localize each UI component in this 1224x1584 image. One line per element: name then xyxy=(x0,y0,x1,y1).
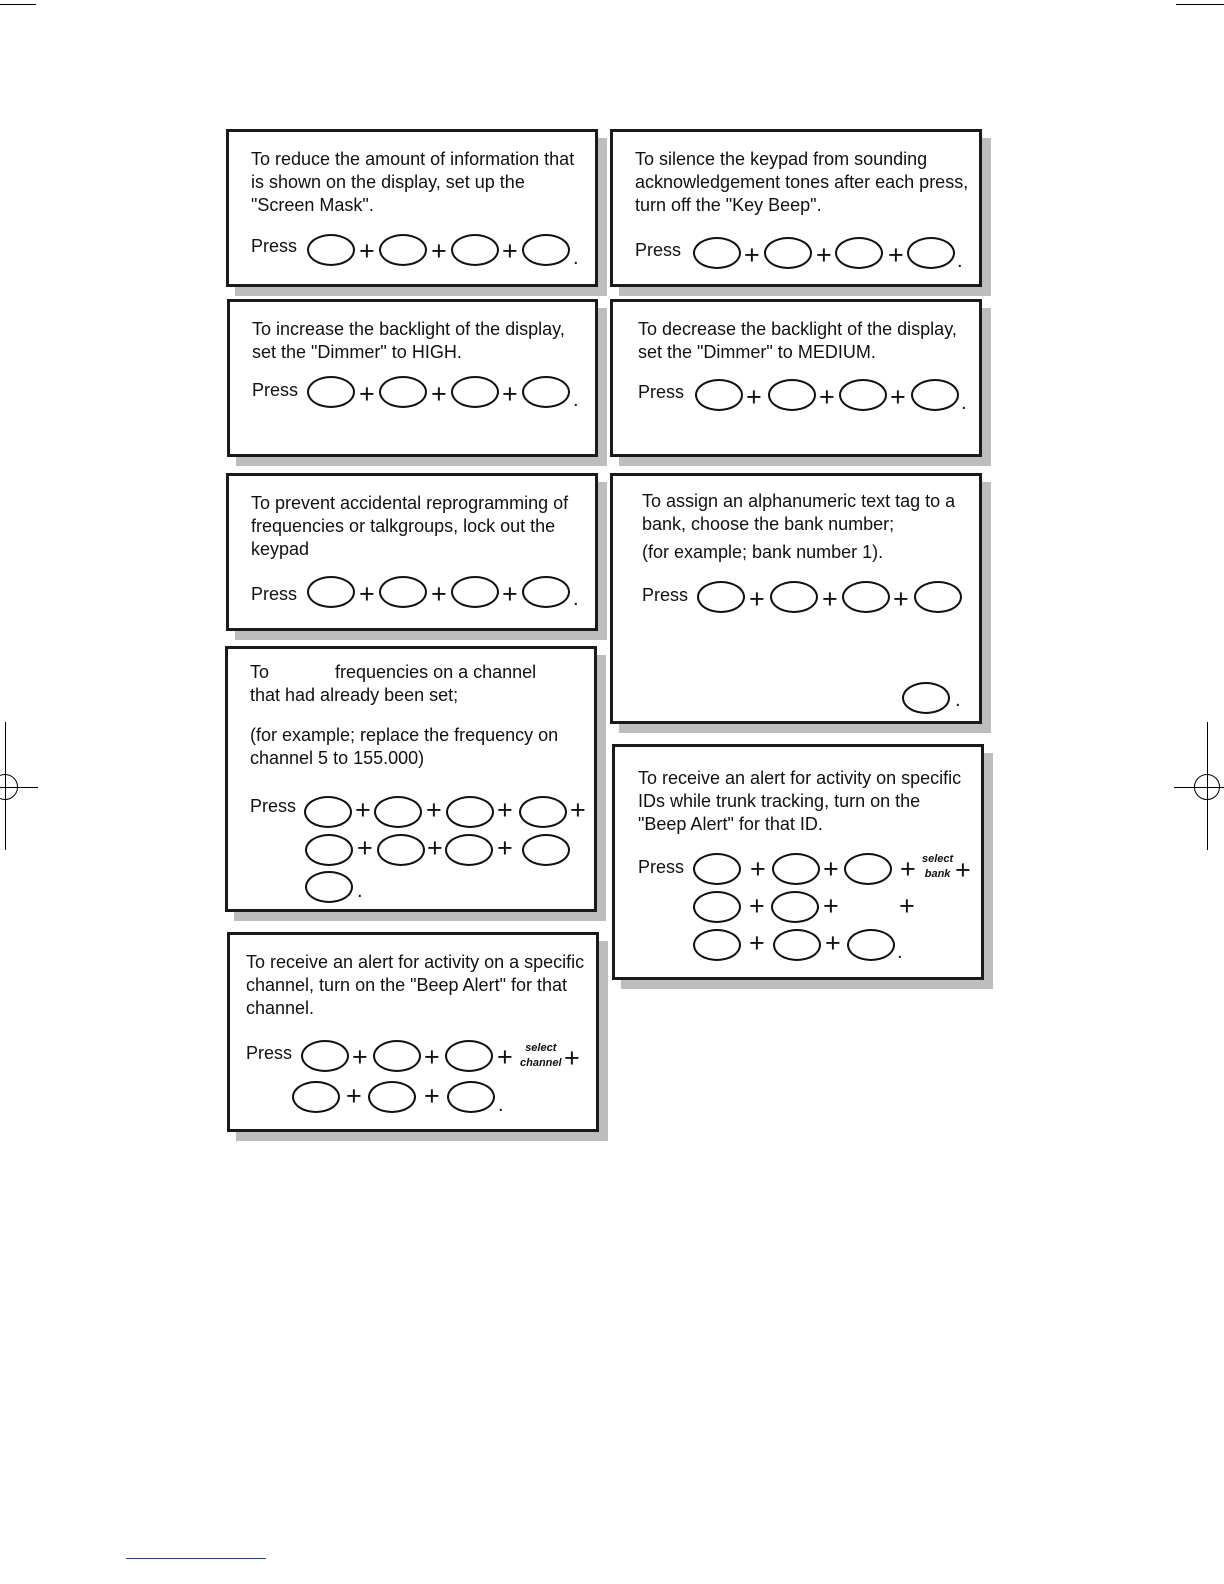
key-button-blank xyxy=(768,379,816,411)
card-beep-alert-id xyxy=(612,744,984,980)
key-button-blank xyxy=(907,237,955,269)
key-button-blank xyxy=(373,1040,421,1072)
press-label: Press xyxy=(638,382,685,402)
plus-sign: + xyxy=(750,854,766,884)
card-beep-alert-channel xyxy=(227,932,599,1132)
press-label: Press xyxy=(642,585,689,605)
key-button-blank xyxy=(693,929,741,961)
reg-mark-right-circle xyxy=(1194,774,1220,800)
plus-sign: + xyxy=(359,379,375,409)
key-button-blank xyxy=(445,1040,493,1072)
key-button-blank xyxy=(374,796,422,828)
key-button-blank xyxy=(307,576,355,608)
plus-sign: + xyxy=(749,891,765,921)
plus-sign: + xyxy=(424,1081,440,1111)
press-label: Press xyxy=(635,240,682,260)
period: . xyxy=(498,1094,504,1116)
plus-sign: + xyxy=(825,928,841,958)
period: . xyxy=(357,880,363,902)
key-button-blank xyxy=(693,891,741,923)
plus-sign: + xyxy=(816,240,832,270)
card-screen-mask xyxy=(226,129,598,287)
key-button-blank xyxy=(519,796,567,828)
plus-sign: + xyxy=(823,891,839,921)
press-label: Press xyxy=(638,857,685,877)
key-button-blank xyxy=(447,1081,495,1113)
plus-sign: + xyxy=(570,795,586,825)
key-button-blank xyxy=(764,237,812,269)
plus-sign: + xyxy=(564,1043,580,1073)
plus-sign: + xyxy=(431,579,447,609)
replace-frequency-line1 xyxy=(250,661,584,684)
key-button-blank xyxy=(304,796,352,828)
replace-frequency-example: (for example; replace the frequency on channel 5 to 155.000) xyxy=(250,725,559,768)
key-button-blank xyxy=(835,237,883,269)
plus-sign: + xyxy=(746,382,762,412)
card-key-beep xyxy=(610,129,982,287)
press-label: Press xyxy=(250,796,297,816)
select-label-line2: channel xyxy=(520,1057,562,1069)
plus-sign: + xyxy=(823,854,839,884)
period: . xyxy=(573,588,579,610)
plus-sign: + xyxy=(899,891,915,921)
plus-sign: + xyxy=(822,584,838,614)
key-button-blank xyxy=(292,1081,340,1113)
plus-sign: + xyxy=(502,379,518,409)
key-button-blank xyxy=(379,576,427,608)
key-button-blank xyxy=(445,834,493,866)
card-dimmer-high xyxy=(227,299,598,457)
bank-tag-instruction: To assign an alphanumeric text tag to a bank, choose the bank number; xyxy=(642,491,956,534)
plus-sign: + xyxy=(357,833,373,863)
key-button-blank xyxy=(522,576,570,608)
key-button-blank xyxy=(379,234,427,266)
period: . xyxy=(961,392,967,414)
crop-mark-top-right xyxy=(1176,4,1224,5)
key-button-blank xyxy=(305,834,353,866)
plus-sign: + xyxy=(502,579,518,609)
key-button-blank xyxy=(693,237,741,269)
card-dimmer-medium xyxy=(610,299,982,457)
key-button-blank xyxy=(842,581,890,613)
key-button-blank xyxy=(446,796,494,828)
key-button-blank xyxy=(379,376,427,408)
key-button-blank xyxy=(451,576,499,608)
card-replace-frequency xyxy=(225,646,597,912)
plus-sign: + xyxy=(431,236,447,266)
key-button-blank xyxy=(844,853,892,885)
key-button-blank xyxy=(697,581,745,613)
plus-sign: + xyxy=(749,584,765,614)
plus-sign: + xyxy=(355,795,371,825)
key-button-blank xyxy=(305,871,353,903)
plus-sign: + xyxy=(893,584,909,614)
key-button-blank xyxy=(839,379,887,411)
select-label-line1: select xyxy=(525,1042,557,1054)
plus-sign: + xyxy=(359,236,375,266)
plus-sign: + xyxy=(352,1042,368,1072)
key-button-blank xyxy=(522,834,570,866)
plus-sign: + xyxy=(497,1042,513,1072)
bank-tag-description xyxy=(642,490,969,564)
key-button-blank xyxy=(773,929,821,961)
press-label: Press xyxy=(252,380,299,400)
key-button-blank xyxy=(847,929,895,961)
plus-sign: + xyxy=(359,579,375,609)
beep-alert-id-description: To receive an alert for activity on specific IDs while trunk tracking, turn on the "Beep Alert" for that ID. xyxy=(638,768,962,834)
replace-frequency-rest: frequencies on a channel xyxy=(335,662,537,682)
plus-sign: + xyxy=(744,240,760,270)
key-button-blank xyxy=(902,682,950,714)
key-button-blank xyxy=(451,234,499,266)
dimmer-high-description: To increase the backlight of the display, set the "Dimmer" to HIGH. xyxy=(252,319,565,362)
plus-sign: + xyxy=(424,1042,440,1072)
plus-sign: + xyxy=(346,1081,362,1111)
plus-sign: + xyxy=(888,240,904,270)
key-button-blank xyxy=(771,891,819,923)
plus-sign: + xyxy=(890,382,906,412)
key-button-blank xyxy=(695,379,743,411)
plus-sign: + xyxy=(900,854,916,884)
select-label-line2: bank xyxy=(924,868,951,880)
press-label: Press xyxy=(246,1043,293,1063)
key-button-blank xyxy=(522,234,570,266)
plus-sign: + xyxy=(749,928,765,958)
period: . xyxy=(573,389,579,411)
key-button-blank xyxy=(770,581,818,613)
plus-sign: + xyxy=(497,795,513,825)
select-label-line1: select xyxy=(922,853,954,865)
plus-sign: + xyxy=(502,236,518,266)
key-button-blank xyxy=(911,379,959,411)
dimmer-medium-description: To decrease the backlight of the display, set the "Dimmer" to MEDIUM. xyxy=(638,319,957,362)
period: . xyxy=(897,941,903,963)
key-button-blank xyxy=(307,376,355,408)
plus-sign: + xyxy=(819,382,835,412)
key-button-blank xyxy=(693,853,741,885)
period: . xyxy=(955,689,961,711)
key-button-blank xyxy=(451,376,499,408)
key-button-blank xyxy=(301,1040,349,1072)
keypad-lock-description: To prevent accidental reprogramming of frequencies or talkgroups, lock out the keypad xyxy=(251,493,569,559)
card-keypad-lock xyxy=(226,473,598,631)
crop-mark-top-left xyxy=(0,4,36,5)
bank-tag-example: (for example; bank number 1). xyxy=(642,542,884,562)
key-button-blank xyxy=(772,853,820,885)
screen-mask-description: To reduce the amount of information that is shown on the display, set up the "Screen Mask". xyxy=(251,149,575,215)
period: . xyxy=(573,247,579,269)
key-button-blank xyxy=(377,834,425,866)
period: . xyxy=(957,250,963,272)
select-channel-label xyxy=(520,1041,562,1071)
reg-mark-left-circle xyxy=(0,774,18,800)
replace-frequency-lead: To xyxy=(250,662,270,682)
plus-sign: + xyxy=(426,795,442,825)
key-button-blank xyxy=(307,234,355,266)
beep-alert-channel-description: To receive an alert for activity on a specific channel, turn on the "Beep Alert" for that channel. xyxy=(246,952,585,1018)
replace-frequency-description xyxy=(250,661,584,770)
press-label: Press xyxy=(251,236,298,256)
select-bank-label xyxy=(922,852,953,882)
card-bank-tag xyxy=(610,473,982,724)
plus-sign: + xyxy=(431,379,447,409)
footer-rule xyxy=(126,1558,266,1559)
key-button-blank xyxy=(522,376,570,408)
plus-sign: + xyxy=(497,833,513,863)
plus-sign: + xyxy=(955,855,971,885)
key-beep-description: To silence the keypad from sounding acknowledgement tones after each press, turn off the "Key Beep". xyxy=(635,149,969,215)
key-button-blank xyxy=(368,1081,416,1113)
plus-sign: + xyxy=(427,833,443,863)
press-label: Press xyxy=(251,584,298,604)
replace-frequency-line2: that had already been set; xyxy=(250,685,459,705)
key-button-blank xyxy=(914,581,962,613)
